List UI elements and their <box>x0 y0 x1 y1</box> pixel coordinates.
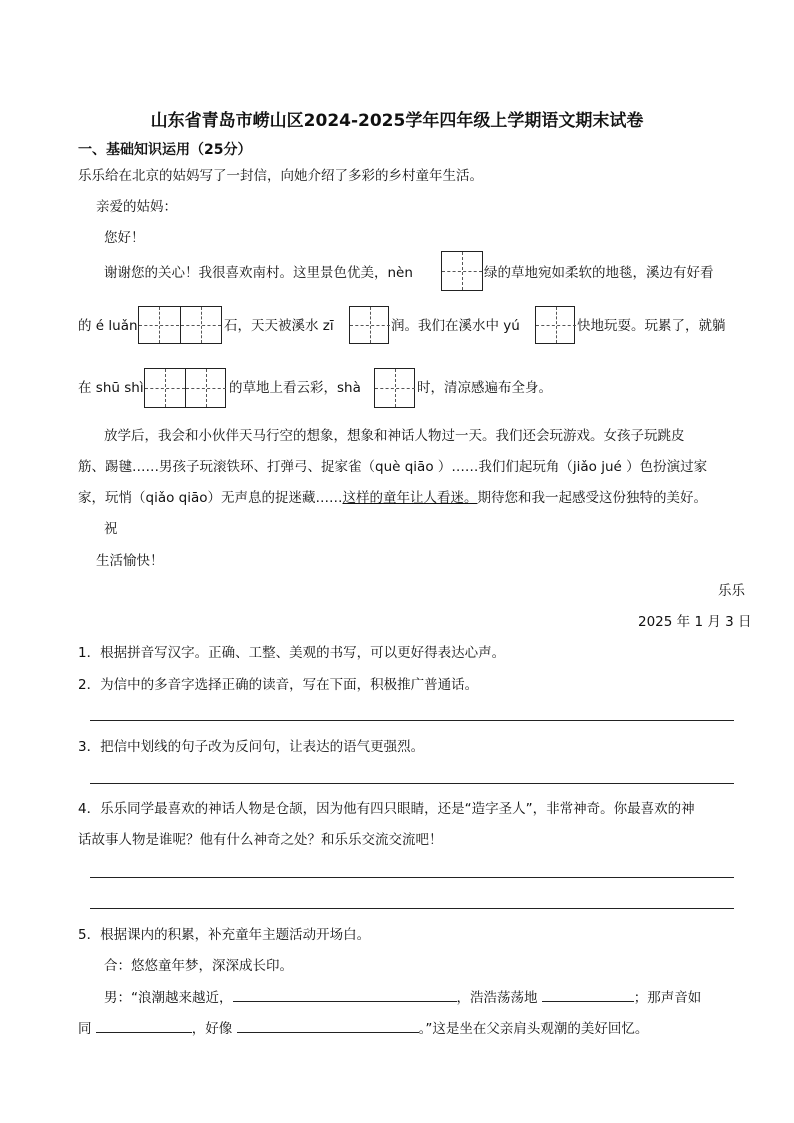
underlined-sentence: 这样的童年让人看迷。 <box>342 490 478 506</box>
letter-greeting: 您好！ <box>104 230 145 246</box>
question-5: 5．根据课内的积累，补充童年主题活动开场白。 <box>78 927 371 943</box>
letter-closing-2: 生活愉快！ <box>96 553 164 569</box>
q5-tong-text-c: 。”这是坐在父亲肩头观潮的美好回忆。 <box>418 1021 649 1037</box>
q5-he-line: 合：悠悠童年梦，深深成长印。 <box>104 958 293 974</box>
question-2: 2．为信中的多音字选择正确的读音，写在下面，积极推广普通话。 <box>78 677 479 693</box>
letter-closing-1: 祝 <box>104 521 118 537</box>
letter-p2-line3 <box>78 488 707 508</box>
answer-line-q4-2[interactable] <box>90 908 734 909</box>
letter-p1-text-d: 石，天天被溪水 zī <box>224 318 334 334</box>
letter-p1-text-a: 谢谢您的关心！我很喜欢南村。这里景色优美，nèn <box>104 265 413 281</box>
blank-tong-1[interactable] <box>96 1018 192 1033</box>
answer-line-q3[interactable] <box>90 783 734 784</box>
letter-signature: 乐乐 <box>718 583 745 599</box>
letter-p1-text-f: 快地玩耍。玩累了，就躺 <box>577 318 726 334</box>
answer-grid-zi[interactable] <box>349 306 389 344</box>
q5-nan-text-a: 男：“浪潮越来越近， <box>104 990 233 1006</box>
question-3: 3．把信中划线的句子改为反问句，让表达的语气更强烈。 <box>78 739 425 755</box>
blank-nan-2[interactable] <box>542 987 634 1002</box>
letter-p1-text-i: 时，清凉感遍布全身。 <box>417 380 552 396</box>
letter-salutation: 亲爱的姑妈： <box>96 199 177 215</box>
answer-grid-eluan[interactable] <box>138 306 222 344</box>
q5-nan-text-b: ，浩浩荡荡地 <box>456 990 538 1006</box>
question-4-line2: 话故事人物是谁呢？他有什么神奇之处？和乐乐交流交流吧！ <box>78 832 443 848</box>
answer-grid-sha[interactable] <box>374 368 415 408</box>
answer-grid-nen[interactable] <box>441 251 483 291</box>
page-title: 山东省青岛市崂山区2024-2025学年四年级上学期语文期末试卷 <box>150 111 644 131</box>
letter-p2-line3-a: 家，玩悄（qiǎo qiāo）无声息的捉迷藏…… <box>78 490 343 506</box>
letter-p1-text-b: 绿的草地宛如柔软的地毯，溪边有好看 <box>484 265 714 281</box>
letter-p1-text-c: 的 é luǎn <box>78 318 138 334</box>
q5-nan-text-c: ；那声音如 <box>633 990 702 1006</box>
letter-date: 2025 年 1 月 3 日 <box>638 614 752 630</box>
q5-nan-line <box>104 987 701 1008</box>
q5-tong-line <box>78 1018 648 1039</box>
letter-p2-line1: 放学后，我会和小伙伴天马行空的想象，想象和神话人物过一天。我们还会玩游戏。女孩子玩跳皮 <box>104 428 685 444</box>
letter-p1-text-h: 的草地上看云彩，shà <box>229 380 361 396</box>
answer-grid-shushi[interactable] <box>144 368 226 408</box>
blank-tong-2[interactable] <box>237 1018 419 1033</box>
letter-p1-text-e: 润。我们在溪水中 yú <box>391 318 520 334</box>
section-heading: 一、基础知识运用（25分） <box>78 142 252 158</box>
letter-p2-line2: 筋、踢毽……男孩子玩滚铁环、打弹弓、捉家雀（què qiāo ）……我们们起玩角（jiǎo jué ）色扮演过家 <box>78 459 708 475</box>
answer-line-q4-1[interactable] <box>90 877 734 878</box>
letter-p2-line3-c: 期待您和我一起感受这份独特的美好。 <box>477 490 707 506</box>
answer-line-q2[interactable] <box>90 720 734 721</box>
letter-p1-text-g: 在 shū shì <box>78 380 144 396</box>
question-4-line1: 4．乐乐同学最喜欢的神话人物是仓颉，因为他有四只眼睛，还是“造字圣人”，非常神奇。你最喜欢的神 <box>78 801 695 817</box>
q5-tong-text-a: 同 <box>78 1021 92 1037</box>
intro-text: 乐乐给在北京的姑妈写了一封信，向她介绍了多彩的乡村童年生活。 <box>78 168 483 184</box>
answer-grid-yu[interactable] <box>535 306 575 344</box>
blank-nan-1[interactable] <box>233 987 457 1002</box>
question-1: 1．根据拼音写汉字。正确、工整、美观的书写，可以更好得表达心声。 <box>78 645 506 661</box>
q5-tong-text-b: ，好像 <box>191 1021 233 1037</box>
